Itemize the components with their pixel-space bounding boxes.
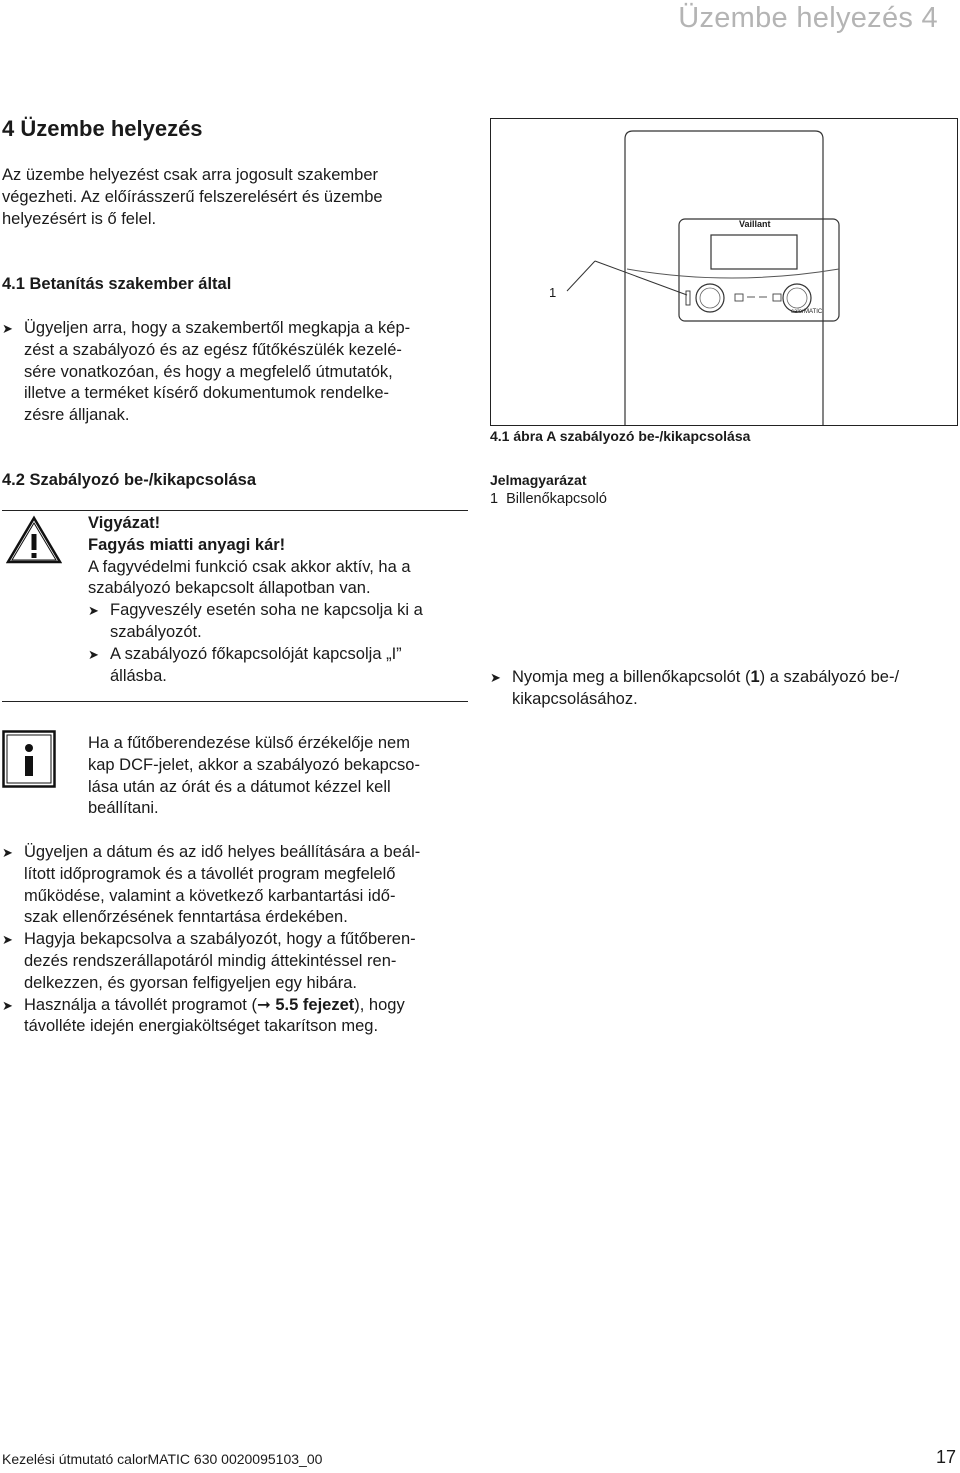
bullet-line: Ügyeljen arra, hogy a szakembertől megkapja a kép- [24,319,411,337]
bullet-arrow-icon: ➤ [2,997,13,1013]
bullet-line: lított időprogramok és a távollét program megfelelő [24,864,396,883]
bullet-line [512,667,960,689]
callout-label: 1 [549,285,557,300]
intro-line: Az üzembe helyezést csak arra jogosult szakember [2,166,379,184]
bullet-line: kikapcsolásához. [512,689,638,708]
section-intro [2,165,383,230]
instruction-bullet [2,842,472,929]
bullet-line: zésre álljanak. [24,406,130,425]
warning-bottom-rule [2,701,468,702]
cross-reference-link[interactable]: 5.5 fejezet [275,995,355,1014]
brand-logo-text: Vaillant [739,219,771,229]
info-line: kap DCF-jelet, akkor a szabályozó bekapcso- [88,755,420,774]
bullet-text: Nyomja meg a billenőkapcsolót ( [512,667,751,686]
bullet-line: zést a szabályozó és az egész fűtőkészülék kezelé- [24,340,402,359]
bullet-line: működése, valamint a következő karbantartási idő- [24,886,396,905]
bullet-line [24,995,472,1017]
legend-item-number: 1 [490,491,499,507]
subsection-heading-4-1: 4.1 Betanítás szakember által [2,275,232,293]
bullet-text: ), hogy [354,995,405,1014]
bullet-line: sére vonatkozóan, és hogy a megfelelő útmutatók, [24,362,393,381]
instruction-bullet [2,318,494,427]
bullet-arrow-icon: ➤ [2,845,13,860]
subsection-heading-4-2: 4.2 Szabályozó be-/kikapcsolása [2,471,257,489]
bullet-line: illetve a terméket kísérő dokumentumok rendelke- [24,384,389,403]
instruction-bullet [2,929,472,994]
warning-step-line: szabályozót. [110,622,202,641]
warning-triangle-icon [6,515,62,570]
bullet-arrow-icon: ➤ [88,603,99,619]
warning-subtitle: Fagyás miatti anyagi kár! [88,535,286,554]
warning-step-line: állásba. [110,666,167,685]
bullet-line: delkezzen, és gyorsan felfigyeljen egy hibára. [24,973,357,992]
footer-text: Kezelési útmutató calorMATIC 630 0020095103_00 [2,1451,323,1467]
info-note [88,733,468,820]
intro-line: végezheti. Az előírásszerű felszerelésért és üzembe [2,187,383,206]
running-header: Üzembe helyezés 4 [678,2,938,34]
bullet-arrow-icon: ➤ [88,646,99,662]
bullet-line: dezés rendszerállapotáról mindig áttekintéssel ren- [24,951,397,970]
legend-item-text: Billenőkapcsoló [506,491,607,507]
bullet-line: Hagyja bekapcsolva a szabályozót, hogy a fűtőberen- [24,930,416,949]
bullet-text: Használja a távollét programot ( [24,995,257,1014]
cross-reference-arrow-icon: ➞ [256,995,271,1014]
figure-reference: 1 [750,667,760,686]
section-heading: 4 Üzembe helyezés [2,116,203,141]
page-number: 17 [935,1447,956,1467]
warning-block [88,513,468,687]
bottom-bullets [2,842,472,1038]
bullet-line: szak ellenőrzésének fenntartása érdekében. [24,908,348,927]
legend-item [490,491,607,507]
info-icon [2,730,56,793]
info-line: lása után az órát és a dátumot kézzel kell [88,777,391,796]
bullet-arrow-icon: ➤ [490,669,501,685]
model-label: calorMATIC [791,309,823,315]
bullet-text: ) a szabályozó be-/ [759,667,900,686]
bullet-line: távolléte idején energiaköltséget takarítson meg. [24,1017,379,1036]
figure-caption: 4.1 ábra A szabályozó be-/kikapcsolása [490,428,751,444]
info-line: Ha a fűtőberendezése külső érzékelője nem [88,734,410,752]
legend-title: Jelmagyarázat [490,472,587,488]
bullet-line: Ügyeljen a dátum és az idő helyes beállítására a beál- [24,843,421,861]
bullet-arrow-icon: ➤ [2,321,13,336]
intro-line: helyezésért is ő felel. [2,209,157,228]
warning-step-line: Fagyveszély esetén soha ne kapcsolja ki a [110,601,423,620]
figure-frame [490,118,958,426]
warning-top-rule [2,510,468,511]
instruction-bullet [2,995,472,1039]
warning-step [88,644,468,688]
instruction-bullet [490,667,960,711]
warning-step-line: A szabályozó főkapcsolóját kapcsolja „I” [110,644,402,663]
warning-step [88,600,468,644]
warning-title: Vigyázat! [88,514,161,532]
warning-text-line: szabályozó bekapcsolt állapotban van. [88,579,371,598]
bullet-arrow-icon: ➤ [2,932,13,948]
info-line: beállítani. [88,799,159,818]
warning-text-line: A fagyvédelmi funkció csak akkor aktív, ha a [88,557,411,576]
controller-illustration [491,119,957,425]
